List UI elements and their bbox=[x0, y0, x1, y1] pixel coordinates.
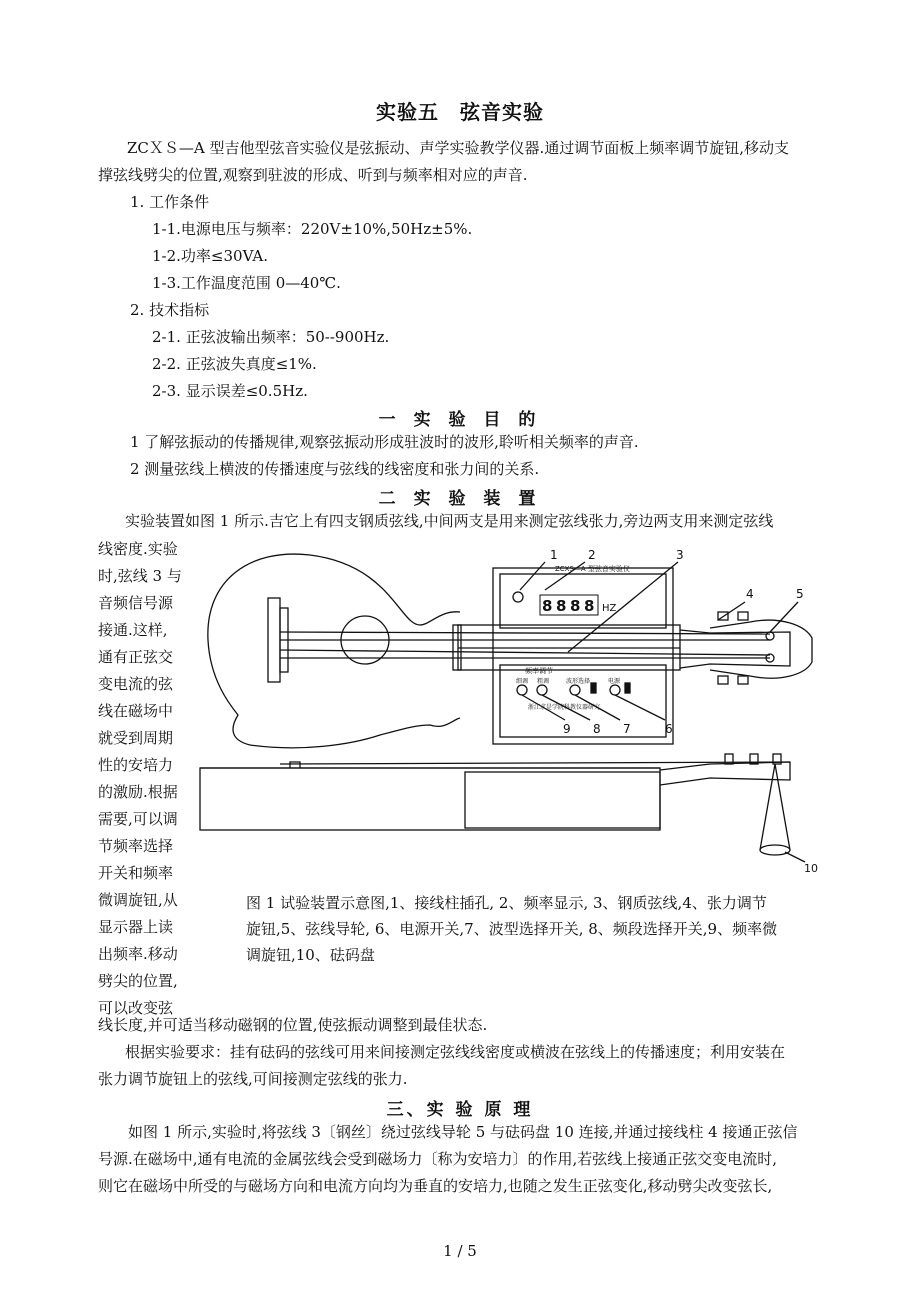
knob-label: 粗调 bbox=[537, 678, 550, 685]
freq-digit: 8 bbox=[556, 597, 567, 615]
callout-5: 5 bbox=[796, 587, 804, 601]
callout-8: 8 bbox=[593, 722, 601, 736]
callout-1: 1 bbox=[550, 548, 558, 562]
side-text-line: 出频率.移动 bbox=[98, 945, 178, 963]
side-text-line: 接通.这样, bbox=[98, 621, 168, 639]
principle-line: 如图 1 所示,实验时,将弦线 3〔钢丝〕绕过弦线导轮 5 与砝码盘 10 连接,并通过接线柱 4 接通正弦信 bbox=[128, 1123, 798, 1141]
control-box bbox=[493, 568, 673, 744]
side-text-line: 开关和频率 bbox=[98, 864, 174, 882]
side-text-line: 的激励.根据 bbox=[98, 783, 178, 801]
caption-line: 调旋钮,10、砝码盘 bbox=[246, 946, 375, 964]
side-text-line: 劈尖的位置, bbox=[98, 972, 178, 990]
condition-item: 1-3.工作温度范围 0—40℃. bbox=[152, 274, 341, 292]
side-text-line: 显示器上读 bbox=[98, 918, 174, 936]
conditions-heading: 1. 工作条件 bbox=[130, 193, 210, 211]
apparatus-after-line: 线长度,并可适当移动磁钢的位置,使弦振动调整到最佳状态. bbox=[98, 1016, 488, 1034]
side-text-line: 可以改变弦 bbox=[98, 999, 174, 1017]
side-text-line: 性的安培力 bbox=[98, 756, 174, 774]
callout-9: 9 bbox=[563, 722, 571, 736]
binding-post bbox=[513, 592, 523, 602]
side-text-line: 线在磁场中 bbox=[98, 702, 174, 720]
freq-digit: 8 bbox=[584, 597, 595, 615]
side-text-line: 通有正弦交 bbox=[98, 648, 174, 666]
objective-item: 2 测量弦线上横波的传播速度与弦线的线密度和张力间的关系. bbox=[130, 460, 540, 478]
weight-pan bbox=[760, 845, 790, 855]
bridge bbox=[268, 598, 280, 682]
apparatus-para2-line: 张力调节旋钮上的弦线,可间接测定弦线的张力. bbox=[98, 1070, 408, 1088]
callout-7: 7 bbox=[623, 722, 631, 736]
intro-line-1: ZCＸＳ—A 型吉他型弦音实验仪是弦振动、声学实验教学仪器.通过调节面板上频率调节旋钮,移动支 bbox=[127, 139, 790, 157]
side-text-line: 变电流的弦 bbox=[98, 675, 174, 693]
figure-caption bbox=[246, 890, 836, 968]
panel-subtitle: 频率调节 bbox=[525, 667, 553, 675]
knob-label: 电源 bbox=[608, 678, 621, 685]
section-heading: 三、实 验 原 理 bbox=[386, 1100, 534, 1120]
headstock bbox=[710, 620, 812, 678]
freq-digit: 8 bbox=[542, 597, 553, 615]
side-text-line: 时,弦线 3 与 bbox=[98, 567, 182, 585]
condition-item: 1-2.功率≤30VA. bbox=[152, 247, 268, 265]
callout-6: 6 bbox=[665, 722, 673, 736]
knob-label: 波形选择 bbox=[566, 678, 591, 685]
panel-title: ZCXS—A 型弦音实验仪 bbox=[555, 565, 630, 573]
section-heading: 二 实 验 装 置 bbox=[378, 489, 542, 509]
callout-10: 10 bbox=[804, 862, 818, 875]
apparatus-figure bbox=[190, 540, 830, 880]
caption-line: 旋钮,5、弦线导轮, 6、电源开关,7、波型选择开关, 8、频段选择开关,9、频率微 bbox=[246, 920, 778, 938]
lower-panel bbox=[500, 665, 666, 737]
spec-item: 2-2. 正弦波失真度≤1%. bbox=[152, 355, 317, 373]
callout-3: 3 bbox=[676, 548, 684, 562]
hz-label: HZ bbox=[602, 603, 617, 614]
freq-digit: 8 bbox=[570, 597, 581, 615]
condition-item: 1-1.电源电压与频率：220V±10%,50Hz±5%. bbox=[152, 220, 473, 238]
objective-item: 1 了解弦振动的传播规律,观察弦振动形成驻波时的波形,聆听相关频率的声音. bbox=[130, 433, 639, 451]
side-view-box bbox=[200, 768, 660, 830]
principle-line: 号源.在磁场中,通有电流的金属弦线会受到磁场力〔称为安培力〕的作用,若弦线上接通正弦交变电流时, bbox=[98, 1150, 778, 1168]
upper-panel bbox=[500, 574, 666, 628]
apparatus-para2-line: 根据实验要求：挂有砝码的弦线可用来间接测定弦线线密度或横波在弦线上的传播速度；利用安装在 bbox=[125, 1043, 786, 1061]
section-heading: 一 实 验 目 的 bbox=[378, 410, 542, 430]
page-number: 1 / 5 bbox=[443, 1242, 477, 1260]
specs-heading: 2. 技术指标 bbox=[130, 301, 210, 319]
maker-label: 浙江求是学院科教仪器研究 bbox=[528, 704, 601, 711]
caption-line: 图 1 试验装置示意图,1、接线柱插孔, 2、频率显示, 3、钢质弦线,4、张力调节 bbox=[246, 894, 767, 912]
intro-line-2: 撑弦线劈尖的位置,观察到驻波的形成、听到与频率相对应的声音. bbox=[98, 166, 528, 184]
callout-2: 2 bbox=[588, 548, 596, 562]
side-text-line: 就受到周期 bbox=[98, 729, 174, 747]
callout-4: 4 bbox=[746, 587, 754, 601]
side-text-line: 微调旋钮,从 bbox=[98, 891, 178, 909]
side-text-line: 节频率选择 bbox=[98, 837, 174, 855]
side-text-line: 音频信号源 bbox=[98, 594, 174, 612]
spec-item: 2-1. 正弦波输出频率：50--900Hz. bbox=[152, 328, 390, 346]
side-text-line: 线密度.实验 bbox=[98, 540, 178, 558]
apparatus-line: 实验装置如图 1 所示.吉它上有四支钢质弦线,中间两支是用来测定弦线张力,旁边两支用来测定弦线 bbox=[125, 512, 774, 530]
spec-item: 2-3. 显示误差≤0.5Hz. bbox=[152, 382, 308, 400]
principle-line: 则它在磁场中所受的与磁场方向和电流方向均为垂直的安培力,也随之发生正弦变化,移动劈尖改变弦长, bbox=[98, 1177, 773, 1195]
knob-label: 细调 bbox=[516, 678, 529, 685]
side-text-line: 需要,可以调 bbox=[98, 810, 178, 828]
page-title: 实验五 弦音实验 bbox=[376, 100, 544, 124]
